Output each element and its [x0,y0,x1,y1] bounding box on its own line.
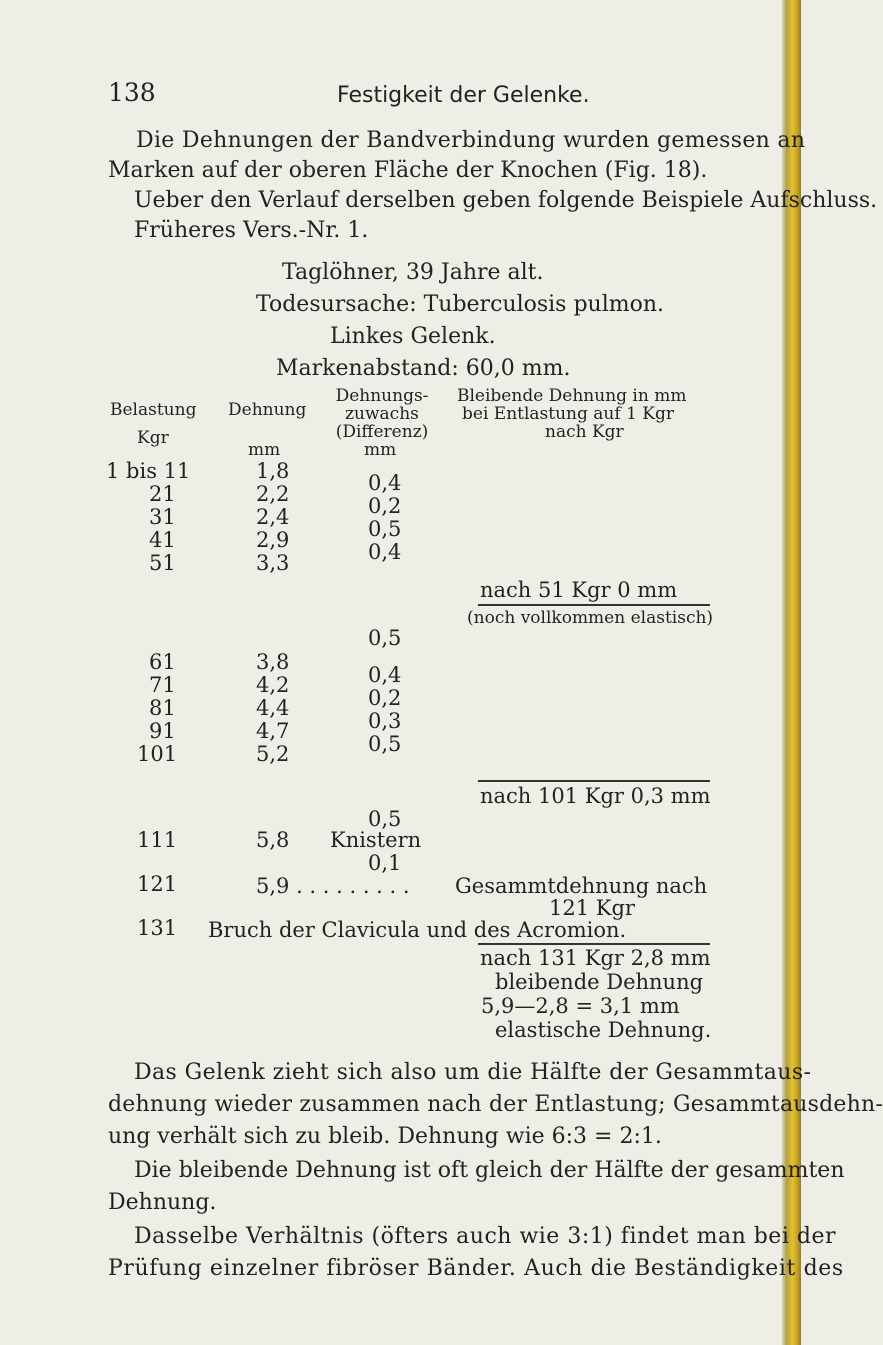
case-occupation: Taglöhner, 39 Jahre alt. [282,260,544,285]
note-131: 5,9—2,8 = 3,1 mm [481,994,680,1018]
increase-cell: 0,1 [368,851,402,875]
header-stretch: Dehnung [228,400,307,420]
load-cell: 1 bis 11 [106,459,191,483]
intro-line: Ueber den Verlauf derselben geben folgende Beispiele Aufschluss. [134,188,878,213]
stretch-cell: 4,7 [256,719,290,743]
total-stretch-note: 121 Kgr [549,896,635,920]
header-increase: Dehnungs- [335,386,429,406]
load-cell: 71 [149,673,176,697]
unit-load: Kgr [137,428,169,448]
load-cell: 21 [149,482,176,506]
note-131: bleibende Dehnung [495,970,704,994]
load-cell: 131 [137,916,178,940]
stretch-cell: 5,2 [256,742,290,766]
unit-increase: mm [364,440,397,460]
load-cell: 41 [149,528,176,552]
running-title: Festigkeit der Gelenke. [337,83,590,108]
load-cell: 101 [137,742,178,766]
load-cell: 91 [149,719,176,743]
stretch-cell: 2,2 [256,482,290,506]
conclusion-line: ung verhält sich zu bleib. Dehnung wie 6:3 = 2:1. [108,1124,662,1149]
rule [478,780,710,782]
conclusion-line: Das Gelenk zieht sich also um die Hälfte der Gesammtaus- [134,1060,812,1085]
header-remain: bei Entlastung auf 1 Kgr [462,404,674,424]
fracture-note: Bruch der Clavicula und des Acromion. [208,918,627,942]
note-51: nach 51 Kgr 0 mm [480,578,678,602]
load-cell: 111 [137,828,178,852]
load-cell: 51 [149,551,176,575]
header-increase: zuwachs [345,404,419,424]
stretch-cell: 5,9 . . . . . . . . . [256,874,410,898]
intro-line: Die Dehnungen der Bandverbindung wurden gemessen an [136,128,806,153]
increase-cell: 0,4 [368,540,402,564]
intro-line: Früheres Vers.-Nr. 1. [134,218,369,243]
increase-cell: 0,5 [368,732,402,756]
increase-cell: 0,5 [368,626,402,650]
increase-cell: 0,4 [368,471,402,495]
note-101: nach 101 Kgr 0,3 mm [480,784,711,808]
load-cell: 81 [149,696,176,720]
stretch-cell: 3,8 [256,650,290,674]
unit-stretch: mm [248,440,281,460]
header-increase: (Differenz) [335,422,429,442]
conclusion-line: dehnung wieder zusammen nach der Entlastung; Gesammtausdehn- [108,1092,883,1117]
load-cell: 61 [149,650,176,674]
increase-cell: 0,2 [368,494,402,518]
increase-cell: 0,2 [368,686,402,710]
conclusion-line: Dasselbe Verhältnis (öfters auch wie 3:1) findet man bei der [134,1224,836,1249]
stretch-cell: 2,4 [256,505,290,529]
conclusion-line: Prüfung einzelner fibröser Bänder. Auch die Beständigkeit des [108,1256,844,1281]
increase-cell: 0,5 [368,517,402,541]
stretch-cell: 4,2 [256,673,290,697]
header-load: Belastung [110,400,197,420]
header-remain: Bleibende Dehnung in mm [457,386,687,406]
stretch-cell: 2,9 [256,528,290,552]
page-number: 138 [108,78,156,107]
conclusion-line: Die bleibende Dehnung ist oft gleich der Hälfte der gesammten [134,1158,845,1183]
intro-line: Marken auf der oberen Fläche der Knochen (Fig. 18). [108,158,708,183]
note-131: nach 131 Kgr 2,8 mm [480,946,711,970]
knistern-note: Knistern [330,828,422,852]
note-131: elastische Dehnung. [495,1018,712,1042]
rule [478,943,710,945]
increase-cell: 0,4 [368,663,402,687]
stretch-cell: 1,8 [256,459,290,483]
increase-cell: 0,5 [368,807,402,831]
total-stretch-note: Gesammtdehnung nach [455,874,708,898]
stretch-cell: 3,3 [256,551,290,575]
case-joint: Linkes Gelenk. [330,324,496,349]
case-distance: Markenabstand: 60,0 mm. [276,356,571,381]
note-51-elastic: (noch vollkommen elastisch) [467,608,714,628]
header-remain: nach Kgr [545,422,624,442]
stretch-cell: 5,8 [256,828,290,852]
case-cause: Todesursache: Tuberculosis pulmon. [256,292,665,317]
rule [478,604,710,606]
increase-cell: 0,3 [368,709,402,733]
load-cell: 31 [149,505,176,529]
conclusion-line: Dehnung. [108,1190,217,1215]
load-cell: 121 [137,872,178,896]
stretch-cell: 4,4 [256,696,290,720]
